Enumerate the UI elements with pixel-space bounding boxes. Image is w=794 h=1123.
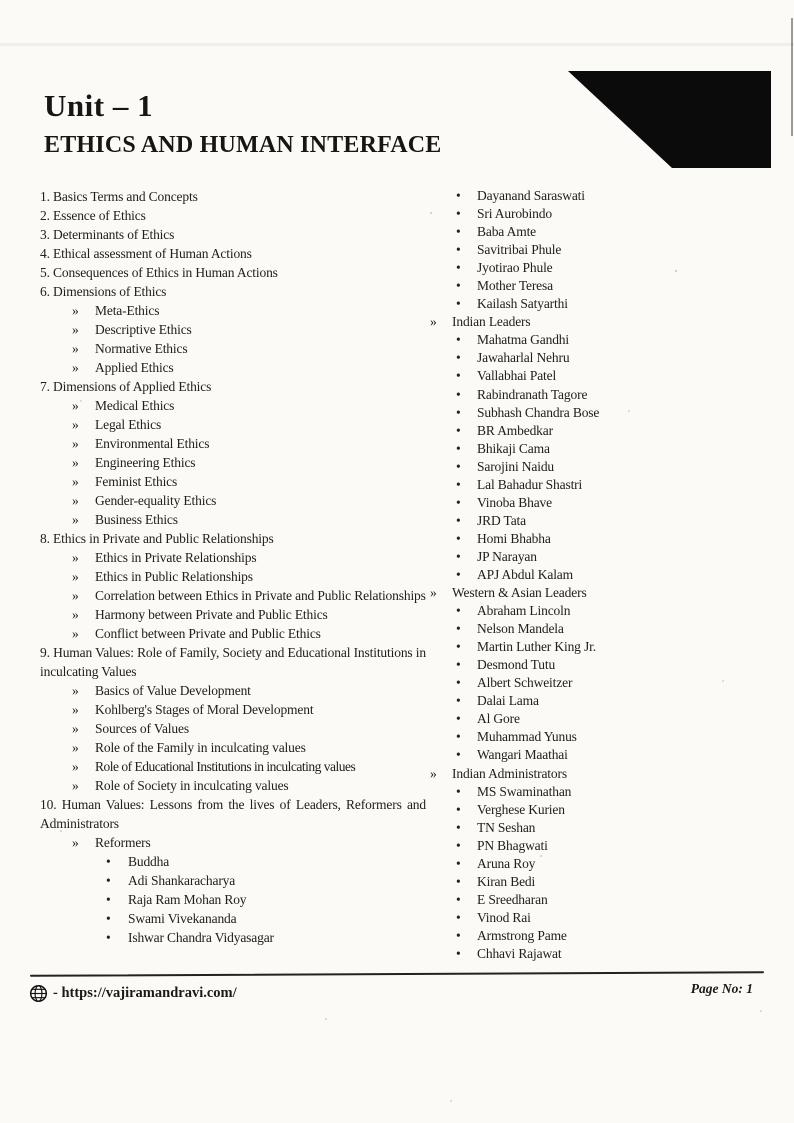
toc-subitem <box>428 584 773 602</box>
toc-item-text: Al Gore <box>477 711 520 727</box>
toc-left-column <box>40 187 426 947</box>
toc-item <box>40 529 426 548</box>
toc-bullet-item <box>428 819 773 837</box>
chevron-marker-icon: » <box>72 398 79 413</box>
toc-item-text: Legal Ethics <box>95 417 162 432</box>
toc-subitem <box>40 567 426 586</box>
toc-subitem <box>40 301 426 320</box>
toc-item-text: Role of Educational Institutions in inculcating values <box>95 759 356 774</box>
toc-item-text: APJ Abdul Kalam <box>477 566 574 582</box>
bullet-icon: • <box>456 476 461 492</box>
toc-item-text: Ishwar Chandra Vidyasagar <box>128 930 274 945</box>
toc-bullet-item <box>428 223 773 241</box>
toc-bullet-item <box>428 386 773 404</box>
toc-item-text: Vinod Rai <box>477 909 531 925</box>
bullet-icon: • <box>456 657 461 673</box>
toc-bullet-item <box>40 928 426 947</box>
toc-bullet-item <box>40 852 426 871</box>
toc-bullet-item <box>428 404 773 422</box>
toc-item-text: 7. Dimensions of Applied Ethics <box>40 379 212 394</box>
chevron-marker-icon: » <box>72 607 79 622</box>
toc-subitem <box>40 320 426 339</box>
chevron-marker-icon: » <box>430 314 437 330</box>
toc-item-text: Feminist Ethics <box>95 474 178 489</box>
toc-item-text: Dayanand Saraswati <box>477 188 585 203</box>
bullet-icon: • <box>456 855 461 871</box>
toc-bullet-item <box>428 909 773 927</box>
chevron-marker-icon: » <box>72 474 79 489</box>
toc-subitem <box>428 765 773 783</box>
toc-subitem <box>40 624 426 643</box>
toc-bullet-item <box>428 422 773 440</box>
chevron-marker-icon: » <box>72 759 79 774</box>
toc-item-text: Environmental Ethics <box>95 436 210 451</box>
chevron-marker-icon: » <box>72 683 79 698</box>
toc-subitem <box>40 510 426 529</box>
toc-item-text: Raja Ram Mohan Roy <box>128 892 247 907</box>
bullet-icon: • <box>456 639 461 655</box>
toc-subitem <box>40 453 426 472</box>
bullet-icon: • <box>106 930 111 945</box>
toc-subitem <box>40 586 426 605</box>
toc-item-text: Meta-Ethics <box>95 303 160 318</box>
chevron-marker-icon: » <box>72 417 79 432</box>
toc-item-text: Reformers <box>95 835 151 850</box>
bullet-icon: • <box>456 891 461 907</box>
bullet-icon: • <box>456 422 461 438</box>
toc-bullet-item <box>428 367 773 385</box>
bullet-icon: • <box>456 404 461 420</box>
toc-subitem <box>40 757 426 776</box>
toc-item-text: TN Seshan <box>477 819 536 835</box>
bullet-icon: • <box>456 801 461 817</box>
toc-item <box>40 377 426 396</box>
bullet-icon: • <box>456 512 461 528</box>
toc-item-text: Role of the Family in inculcating values <box>95 740 306 755</box>
bullet-icon: • <box>456 494 461 510</box>
toc-item-text: Armstrong Pame <box>477 927 567 943</box>
toc-item <box>40 795 426 833</box>
toc-bullet-item <box>40 890 426 909</box>
toc-subitem <box>40 358 426 377</box>
toc-item <box>40 282 426 301</box>
toc-subitem <box>40 434 426 453</box>
toc-bullet-item <box>428 494 773 512</box>
bullet-icon: • <box>456 819 461 835</box>
chevron-marker-icon: » <box>430 585 437 601</box>
chevron-marker-icon: » <box>72 436 79 451</box>
toc-item-text: BR Ambedkar <box>477 422 553 438</box>
scan-artifact-band <box>0 43 794 46</box>
toc-item-text: Western & Asian Leaders <box>452 585 587 601</box>
bullet-icon: • <box>456 440 461 456</box>
toc-bullet-item <box>428 891 773 909</box>
toc-bullet-item <box>428 674 773 692</box>
chevron-marker-icon: » <box>72 512 79 527</box>
bullet-icon: • <box>456 350 461 366</box>
toc-subitem <box>40 339 426 358</box>
toc-item-text: Mother Teresa <box>477 278 553 294</box>
chevron-marker-icon: » <box>72 360 79 375</box>
bullet-icon: • <box>456 783 461 799</box>
chevron-marker-icon: » <box>72 588 79 603</box>
toc-item-text: Sarojini Naidu <box>477 458 555 474</box>
footer-divider <box>30 971 764 977</box>
bullet-icon: • <box>456 837 461 853</box>
toc-subitem <box>40 396 426 415</box>
toc-item-text: PN Bhagwati <box>477 837 548 853</box>
toc-item-text: Martin Luther King Jr. <box>477 639 596 655</box>
toc-bullet-item <box>40 909 426 928</box>
toc-item-text: Applied Ethics <box>95 360 174 375</box>
toc-item-text: JRD Tata <box>477 512 526 528</box>
toc-item-text: Buddha <box>128 854 170 869</box>
bullet-icon: • <box>456 206 461 222</box>
bullet-icon: • <box>106 892 111 907</box>
toc-item-text: Albert Schweitzer <box>477 675 573 691</box>
toc-item-text: Engineering Ethics <box>95 455 196 470</box>
toc-item-text: Desmond Tutu <box>477 657 556 673</box>
toc-item <box>40 225 426 244</box>
toc-bullet-item <box>428 277 773 295</box>
toc-item <box>40 643 426 681</box>
toc-item-text: 9. Human Values: Role of Family, Society and Educational Institutions in inculcating Values <box>40 645 426 679</box>
toc-bullet-item <box>428 602 773 620</box>
bullet-icon: • <box>456 278 461 294</box>
bullet-icon: • <box>456 909 461 925</box>
chevron-marker-icon: » <box>72 778 79 793</box>
toc-item-text: Savitribai Phule <box>477 242 562 258</box>
toc-bullet-item <box>428 187 773 205</box>
bullet-icon: • <box>456 458 461 474</box>
toc-subitem <box>40 719 426 738</box>
toc-item-text: Chhavi Rajawat <box>477 945 562 961</box>
toc-bullet-item <box>40 871 426 890</box>
page-number-label: Page No: 1 <box>690 981 753 996</box>
toc-item-text: 5. Consequences of Ethics in Human Actions <box>40 265 278 280</box>
toc-subitem <box>40 700 426 719</box>
toc-bullet-item <box>428 783 773 801</box>
toc-item-text: Baba Amte <box>477 224 537 240</box>
toc-item-text: Indian Administrators <box>452 765 567 781</box>
toc-subitem <box>40 605 426 624</box>
toc-bullet-item <box>428 638 773 656</box>
toc-bullet-item <box>428 548 773 566</box>
chevron-marker-icon: » <box>72 322 79 337</box>
chevron-marker-icon: » <box>72 493 79 508</box>
toc-item-text: E Sreedharan <box>477 891 548 907</box>
bullet-icon: • <box>456 621 461 637</box>
toc-subitem <box>40 738 426 757</box>
toc-bullet-item <box>428 873 773 891</box>
toc-item-text: Aruna Roy <box>477 855 536 871</box>
toc-bullet-item <box>428 692 773 710</box>
toc-bullet-item <box>428 710 773 728</box>
toc-item-text: Rabindranath Tagore <box>477 386 588 402</box>
toc-item-text: Homi Bhabha <box>477 530 551 546</box>
toc-item-text: 4. Ethical assessment of Human Actions <box>40 246 252 261</box>
toc-item-text: Wangari Maathai <box>477 747 568 763</box>
toc-item-text: Abraham Lincoln <box>477 603 571 619</box>
chevron-marker-icon: » <box>72 721 79 736</box>
bullet-icon: • <box>456 566 461 582</box>
chevron-marker-icon: » <box>72 550 79 565</box>
toc-item-text: 1. Basics Terms and Concepts <box>40 189 198 204</box>
toc-item <box>40 244 426 263</box>
bullet-icon: • <box>456 927 461 943</box>
toc-subitem <box>40 776 426 795</box>
unit-title: Unit – 1 <box>44 88 154 123</box>
toc-bullet-item <box>428 440 773 458</box>
bullet-icon: • <box>106 911 111 926</box>
bullet-icon: • <box>106 854 111 869</box>
chevron-marker-icon: » <box>72 341 79 356</box>
chevron-marker-icon: » <box>72 835 79 850</box>
toc-subitem <box>40 681 426 700</box>
toc-bullet-item <box>428 349 773 367</box>
bullet-icon: • <box>456 729 461 745</box>
toc-item-text: 10. Human Values: Lessons from the lives of Leaders, Reformers and Administrators <box>40 797 426 831</box>
toc-item-text: Ethics in Public Relationships <box>95 569 253 584</box>
bullet-icon: • <box>456 603 461 619</box>
bullet-icon: • <box>456 260 461 276</box>
toc-item-text: 8. Ethics in Private and Public Relationships <box>40 531 274 546</box>
toc-item-text: Vinoba Bhave <box>477 494 552 510</box>
bullet-icon: • <box>456 711 461 727</box>
chevron-marker-icon: » <box>430 765 437 781</box>
toc-item <box>40 206 426 225</box>
toc-subitem <box>40 472 426 491</box>
toc-item-text: Ethics in Private Relationships <box>95 550 257 565</box>
toc-bullet-item <box>428 476 773 494</box>
toc-item-text: Mahatma Gandhi <box>477 332 569 348</box>
toc-bullet-item <box>428 530 773 548</box>
toc-item <box>40 263 426 282</box>
toc-bullet-item <box>428 620 773 638</box>
chevron-marker-icon: » <box>72 740 79 755</box>
toc-item-text: 3. Determinants of Ethics <box>40 227 175 242</box>
toc-bullet-item <box>428 656 773 674</box>
toc-item-text: JP Narayan <box>477 548 537 564</box>
bullet-icon: • <box>456 224 461 240</box>
toc-item-text: Vallabhai Patel <box>477 368 557 384</box>
toc-item-text: Sri Aurobindo <box>477 206 552 222</box>
toc-item-text: Business Ethics <box>95 512 178 527</box>
toc-item <box>40 187 426 206</box>
bullet-icon: • <box>456 386 461 402</box>
toc-bullet-item <box>428 205 773 223</box>
toc-item-text: MS Swaminathan <box>477 783 572 799</box>
toc-item-text: Harmony between Private and Public Ethics <box>95 607 328 622</box>
toc-bullet-item <box>428 801 773 819</box>
toc-subitem <box>40 415 426 434</box>
toc-item-text: 2. Essence of Ethics <box>40 208 146 223</box>
bullet-icon: • <box>456 188 461 203</box>
bullet-icon: • <box>456 747 461 763</box>
toc-subitem <box>40 833 426 852</box>
bullet-icon: • <box>456 873 461 889</box>
toc-bullet-item <box>428 855 773 873</box>
toc-item-text: Muhammad Yunus <box>477 729 577 745</box>
toc-item-text: Jawaharlal Nehru <box>477 350 570 366</box>
toc-bullet-item <box>428 837 773 855</box>
toc-subitem <box>40 548 426 567</box>
toc-item-text: Normative Ethics <box>95 341 188 356</box>
page-title: ETHICS AND HUMAN INTERFACE <box>44 132 442 158</box>
footer-website <box>29 984 237 1003</box>
toc-item-text: Sources of Values <box>95 721 189 736</box>
bullet-icon: • <box>456 693 461 709</box>
bullet-icon: • <box>456 368 461 384</box>
toc-subitem <box>428 313 773 331</box>
toc-bullet-item <box>428 512 773 530</box>
toc-bullet-item <box>428 295 773 313</box>
toc-item-text: Bhikaji Cama <box>477 440 550 456</box>
bullet-icon: • <box>456 530 461 546</box>
bullet-icon: • <box>106 873 111 888</box>
toc-item-text: 6. Dimensions of Ethics <box>40 284 167 299</box>
chevron-marker-icon: » <box>72 455 79 470</box>
toc-item-text: Correlation between Ethics in Private and Public Relationships <box>95 588 426 603</box>
bullet-icon: • <box>456 332 461 348</box>
toc-item-text: Basics of Value Development <box>95 683 251 698</box>
toc-item-text: Lal Bahadur Shastri <box>477 476 583 492</box>
toc-bullet-item <box>428 728 773 746</box>
toc-bullet-item <box>428 566 773 584</box>
toc-bullet-item <box>428 241 773 259</box>
toc-bullet-item <box>428 927 773 945</box>
chevron-marker-icon: » <box>72 569 79 584</box>
toc-item-text: Dalai Lama <box>477 693 539 709</box>
toc-item-text: Medical Ethics <box>95 398 175 413</box>
globe-icon <box>29 984 48 1003</box>
bullet-icon: • <box>456 675 461 691</box>
bullet-icon: • <box>456 242 461 258</box>
toc-item-text: Swami Vivekananda <box>128 911 237 926</box>
toc-item-text: Gender-equality Ethics <box>95 493 217 508</box>
toc-item-text: Nelson Mandela <box>477 621 564 637</box>
toc-bullet-item <box>428 746 773 764</box>
chevron-marker-icon: » <box>72 303 79 318</box>
toc-right-column <box>428 187 773 963</box>
toc-item-text: Verghese Kurien <box>477 801 565 817</box>
bullet-icon: • <box>456 945 461 961</box>
bullet-icon: • <box>456 548 461 564</box>
toc-bullet-item <box>428 331 773 349</box>
toc-item-text: Conflict between Private and Public Ethics <box>95 626 321 641</box>
toc-item-text: Subhash Chandra Bose <box>477 404 600 420</box>
bullet-icon: • <box>456 296 461 312</box>
toc-subitem <box>40 491 426 510</box>
toc-item-text: Role of Society in inculcating values <box>95 778 289 793</box>
toc-item-text: Jyotirao Phule <box>477 260 553 276</box>
toc-item-text: Kailash Satyarthi <box>477 296 568 312</box>
toc-item-text: Kiran Bedi <box>477 873 536 889</box>
toc-item-text: Adi Shankaracharya <box>128 873 236 888</box>
toc-bullet-item <box>428 259 773 277</box>
website-url-label: - https://vajiramandravi.com/ <box>53 985 237 1001</box>
chevron-marker-icon: » <box>72 702 79 717</box>
toc-item-text: Indian Leaders <box>452 314 531 330</box>
toc-item-text: Descriptive Ethics <box>95 322 192 337</box>
scan-edge-line <box>791 18 793 136</box>
toc-bullet-item <box>428 945 773 963</box>
toc-bullet-item <box>428 458 773 476</box>
chevron-marker-icon: » <box>72 626 79 641</box>
toc-item-text: Kohlberg's Stages of Moral Development <box>95 702 314 717</box>
